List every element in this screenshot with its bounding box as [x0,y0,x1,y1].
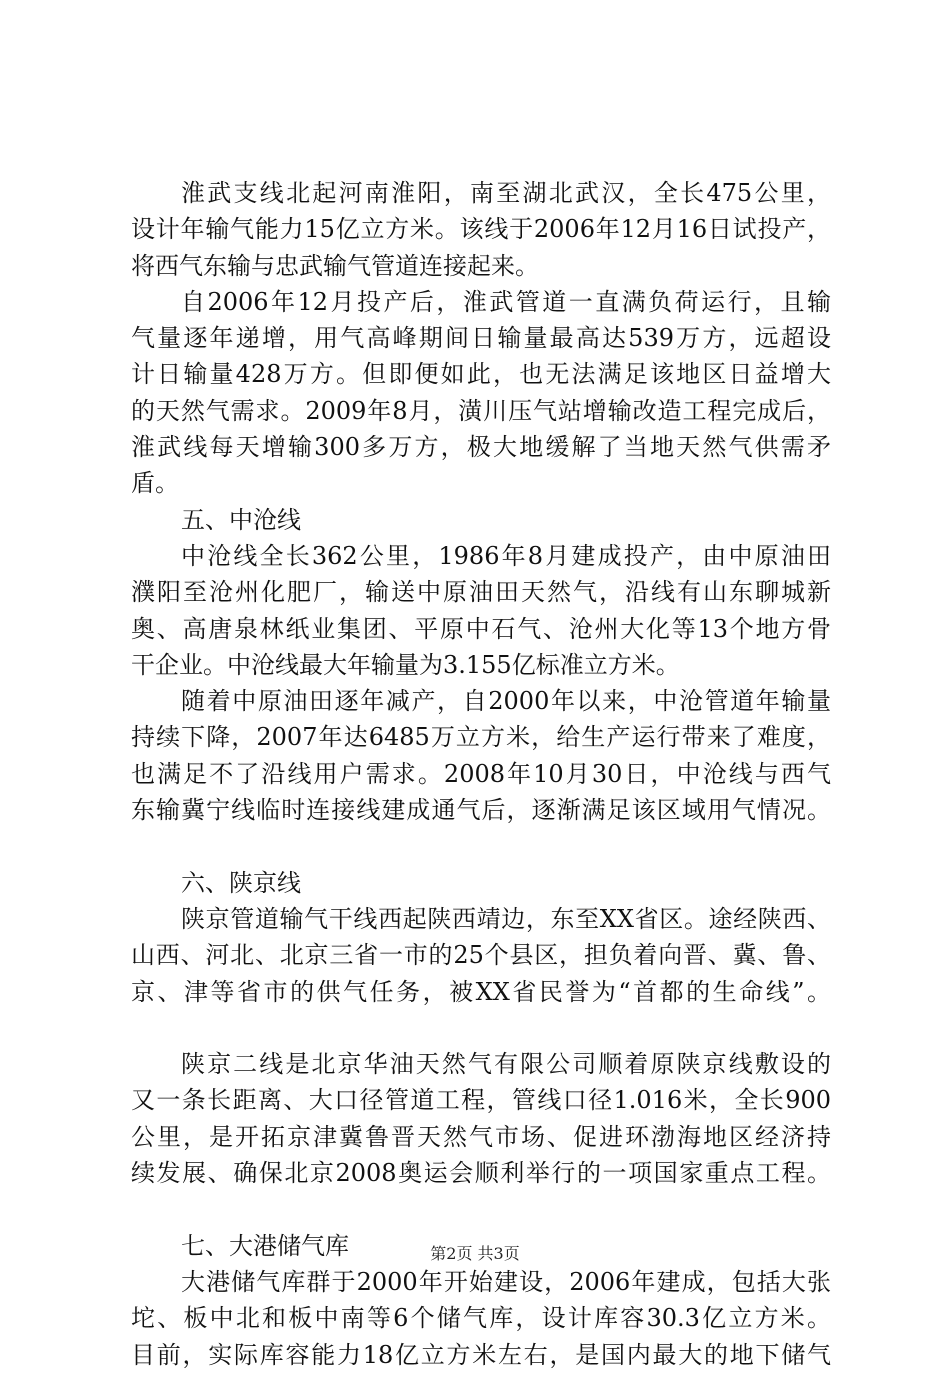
text-line: 陕京管道输气干线西起陕西靖边，东至XX省区。途经陕西、 [181,904,831,933]
text-line: 濮阳至沧州化肥厂，输送中原油田天然气，沿线有山东聊城新 [131,578,831,607]
text-line: 自2006年12月投产后，淮武管道一直满负荷运行，且输 [181,287,831,316]
text-line: 奥、高唐泉林纸业集团、平原中石气、沧州大化等13个地方骨 [131,614,831,643]
text-line: 陕京二线是北京华油天然气有限公司顺着原陕京线敷设的 [181,1050,831,1079]
section-heading: 五、中沧线 [181,505,301,534]
text-line: 也满足不了沿线用户需求。2008年10月30日，中沧线与西气 [131,759,831,788]
text-line: 计日输量428万方。但即便如此，也无法满足该地区日益增大 [131,360,831,389]
text-line: 中沧线全长362公里，1986年8月建成投产，由中原油田 [181,541,831,570]
text-line: 随着中原油田逐年减产，自2000年以来，中沧管道年输量 [181,687,831,716]
document-body [131,175,831,1373]
text-line: 东输冀宁线临时连接线建成通气后，逐渐满足该区域用气情况。 [131,796,831,825]
blank-line [131,1010,831,1046]
text-line: 续发展、确保北京2008奥运会顺利举行的一项国家重点工程。 [131,1159,831,1188]
text-line: 坨、板中北和板中南等6个储气库，设计库容30.3亿立方米。 [131,1304,831,1333]
blank-line [131,828,831,864]
text-line: 又一条长距离、大口径管道工程，管线口径1.016米，全长900 [131,1086,831,1115]
text-line: 将西气东输与忠武输气管道连接起来。 [131,251,539,280]
text-line: 淮武线每天增输300多万方，极大地缓解了当地天然气供需矛 [131,433,831,462]
text-line: 公里，是开拓京津冀鲁晋天然气市场、促进环渤海地区经济持 [131,1122,831,1151]
text-line: 设计年输气能力15亿立方米。该线于2006年12月16日试投产， [131,215,831,244]
section-heading: 六、陕京线 [181,868,301,897]
text-line: 京、津等省市的供气任务，被XX省民誉为“首都的生命线”。 [131,977,831,1006]
blank-line [131,1191,831,1227]
section-heading: 七、大港储气库 [181,1231,349,1260]
text-line: 的天然气需求。2009年8月，潢川压气站增输改造工程完成后， [131,396,831,425]
text-line: 大港储气库群于2000年开始建设，2006年建成，包括大张 [181,1267,831,1296]
text-line: 目前，实际库容能力18亿立方米左右，是国内最大的地下储气 [131,1340,831,1369]
text-line: 山西、河北、北京三省一市的25个县区，担负着向晋、冀、鲁、 [131,941,831,970]
text-line: 干企业。中沧线最大年输量为3.155亿标准立方米。 [131,650,680,679]
page-number-footer: 第2页 共3页 [430,1244,520,1263]
text-line: 盾。 [131,469,179,498]
text-line: 持续下降，2007年达6485万立方米，给生产运行带来了难度， [131,723,831,752]
text-line: 气量逐年递增，用气高峰期间日输量最高达539万方，远超设 [131,324,831,353]
text-line: 淮武支线北起河南淮阳，南至湖北武汉，全长475公里， [181,179,831,207]
